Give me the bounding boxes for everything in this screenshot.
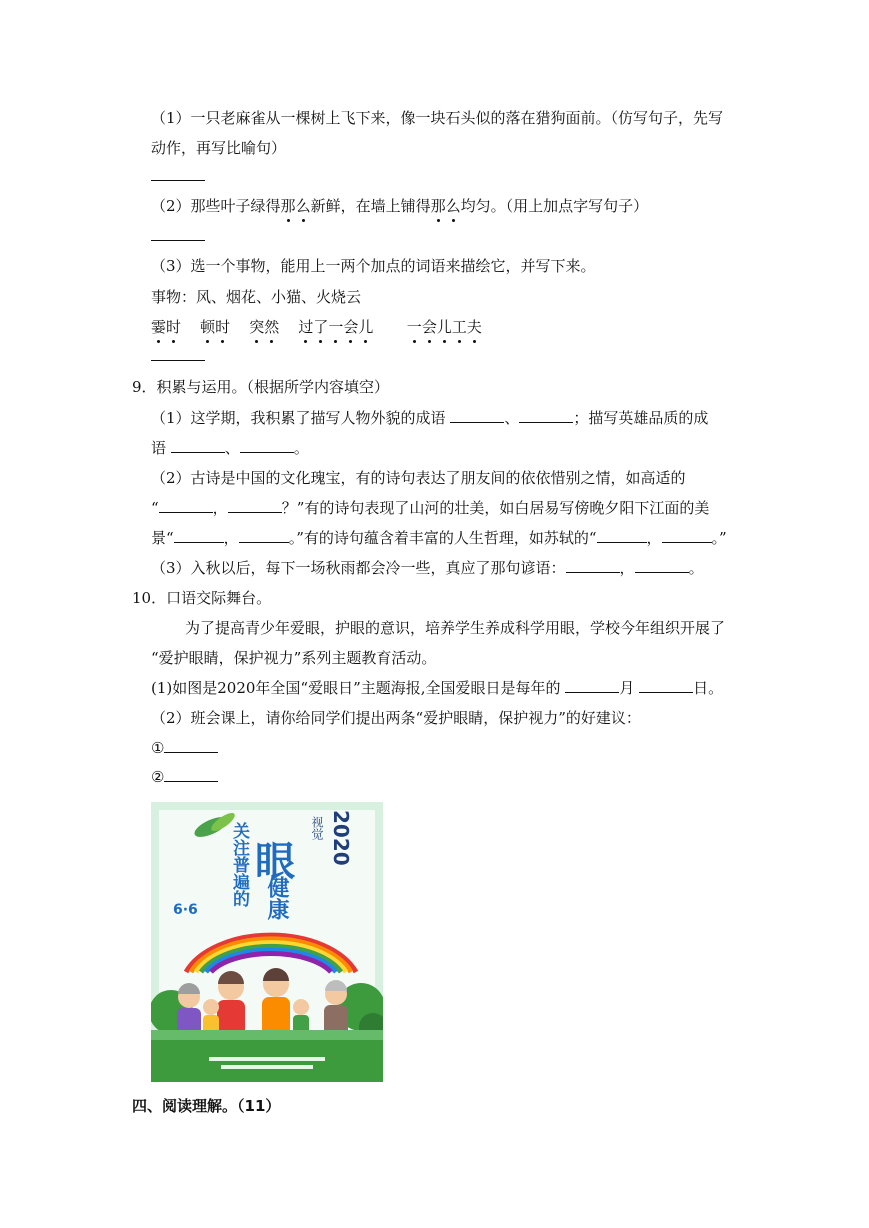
answer-blank[interactable] bbox=[151, 226, 205, 246]
q8-sub2: （2）那些叶子绿得那么新鲜，在墙上铺得那么均匀。（用上加点字写句子） bbox=[151, 197, 649, 215]
answer-blank[interactable] bbox=[164, 767, 218, 782]
q9-p2-line1: （2）古诗是中国的文化瑰宝，有的诗句表达了朋友间的依依惜别之情，如高适的 bbox=[151, 469, 686, 487]
q9-p2-line3: 景“ ， 。”有的诗句蕴含着丰富的人生哲理，如苏轼的“ ， 。” bbox=[151, 529, 727, 547]
answer-blank[interactable] bbox=[597, 528, 647, 543]
q10-intro-line1: 为了提高青少年爱眼，护眼的意识，培养学生养成科学用眼，学校今年组织开展了 bbox=[185, 619, 726, 637]
section-4-heading: 四、阅读理解。（11） bbox=[132, 1097, 281, 1115]
answer-blank[interactable] bbox=[566, 558, 620, 573]
q9-p2-line2: “ ， ？”有的诗句表现了山河的壮美，如白居易写傍晚夕阳下江面的美 bbox=[151, 499, 710, 517]
dotted-word: 一会儿工夫 bbox=[406, 318, 482, 336]
q9-p3: （3）入秋以后，每下一场秋雨都会冷一些，真应了那句谚语： ， 。 bbox=[151, 559, 704, 577]
dotted-word: 突然 bbox=[249, 318, 280, 336]
answer-blank[interactable] bbox=[239, 528, 289, 543]
q8-sub1-line1: （1）一只老麻雀从一棵树上飞下来，像一块石头似的落在猎狗面前。（仿写句子，先写 bbox=[151, 109, 724, 127]
answer-blank[interactable] bbox=[519, 408, 573, 423]
answer-blank[interactable] bbox=[565, 678, 619, 693]
q8-sub1-line2: 动作，再写比喻句） bbox=[151, 139, 287, 157]
dotted-word: 顿时 bbox=[200, 318, 231, 336]
q10-p1: (1)如图是2020年全国“爱眼日”主题海报,全国爱眼日是每年的 月 日。 bbox=[151, 679, 724, 697]
dotted-word: 霎时 bbox=[151, 318, 182, 336]
dotted-word-list bbox=[151, 317, 482, 337]
poster-sub: 视觉 bbox=[310, 816, 324, 840]
answer-blank[interactable] bbox=[171, 438, 225, 453]
answer-blank[interactable] bbox=[635, 558, 689, 573]
answer-blank[interactable] bbox=[662, 528, 712, 543]
dotted-word: 过了一会儿 bbox=[298, 318, 374, 336]
eye-day-poster bbox=[151, 802, 383, 1082]
answer-blank[interactable] bbox=[151, 166, 205, 186]
dotted-word: 那么 bbox=[430, 197, 461, 215]
dotted-word: 那么 bbox=[280, 197, 311, 215]
answer-blank[interactable] bbox=[174, 528, 224, 543]
poster-date: 6·6 bbox=[173, 902, 198, 918]
q10-p2: （2）班会课上，请你给同学们提出两条“爱护眼睛，保护视力”的好建议： bbox=[151, 709, 641, 727]
poster-title-1: 关注普遍的 bbox=[229, 822, 249, 907]
poster-year: 2020 bbox=[329, 810, 353, 866]
things-list: 事物：风、烟花、小猫、火烧云 bbox=[151, 288, 362, 306]
answer-blank[interactable] bbox=[639, 678, 693, 693]
answer-blank[interactable] bbox=[164, 738, 218, 753]
answer-blank[interactable] bbox=[228, 498, 282, 513]
q10-c1: ① bbox=[151, 738, 218, 758]
q9-title: 9．积累与运用。（根据所学内容填空） bbox=[132, 378, 390, 396]
q8-sub3: （3）选一个事物，能用上一两个加点的词语来描绘它，并写下来。 bbox=[151, 257, 596, 275]
answer-blank[interactable] bbox=[450, 408, 504, 423]
q10-title: 10．口语交际舞台。 bbox=[132, 589, 272, 607]
poster-title-2: 健康 bbox=[264, 876, 289, 920]
q9-p1-line1: （1）这学期，我积累了描写人物外貌的成语 、 ；描写英雄品质的成 bbox=[151, 409, 709, 427]
answer-blank[interactable] bbox=[151, 346, 205, 366]
q9-p1-line2: 语 、 。 bbox=[151, 439, 309, 457]
poster-eye-char: 眼 bbox=[255, 839, 295, 885]
q10-c2: ② bbox=[151, 767, 218, 787]
q10-intro-line2: “爱护眼睛，保护视力”系列主题教育活动。 bbox=[151, 649, 437, 667]
answer-blank[interactable] bbox=[159, 498, 213, 513]
answer-blank[interactable] bbox=[240, 438, 294, 453]
